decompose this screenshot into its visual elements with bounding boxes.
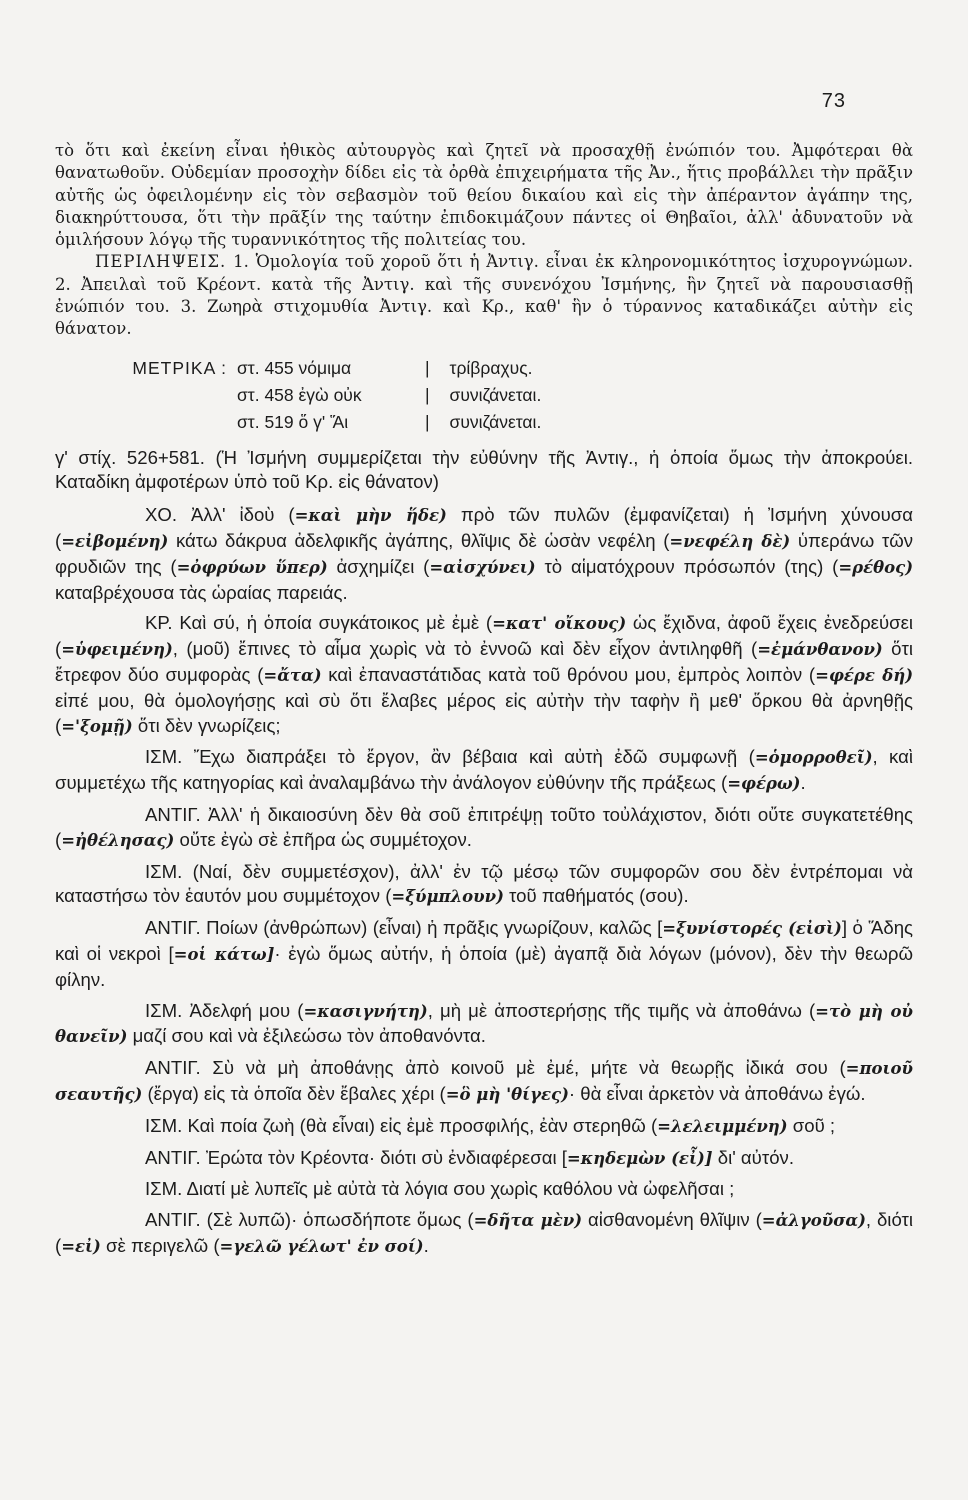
translation-text: . bbox=[423, 1234, 429, 1256]
dialogue-line bbox=[55, 446, 913, 496]
translation-text: τὸ αἱματόχρουν πρόσωπόν (της) ( bbox=[535, 555, 839, 577]
translation-text: ὅτι ἔτρεφον δύο συμφορὰς ( bbox=[55, 638, 913, 686]
dialogue-section bbox=[55, 446, 913, 1260]
dialogue-line bbox=[55, 1177, 913, 1202]
translation-text: οὔτε ἐγὼ σὲ ἐπῆρα ὡς συμμέτοχον. bbox=[174, 828, 472, 850]
ancient-gloss: =ὃ μὴ 'θίγες) bbox=[445, 1085, 569, 1104]
dialogue-line bbox=[55, 916, 913, 992]
metrics-verse: στ. 458 ἐγὼ οὐκ bbox=[237, 384, 362, 405]
translation-text: ὡς ἔχιδνα, ἀφοῦ ἔχεις ἐνεδρεύσει ( bbox=[55, 612, 914, 660]
translation-text: κάτω δάκρυα ἀδελφικῆς ἀγάπης, θλῖψις δὲ ὡσὰν νεφέλη ( bbox=[168, 530, 670, 552]
ancient-gloss: =ἐμάνθανον) bbox=[757, 640, 883, 660]
separator-bar: | bbox=[425, 411, 430, 432]
translation-text: Ἀδελφή μου ( bbox=[189, 999, 304, 1021]
translation-text: ὑπεράνω τῶν φρυδιῶν της ( bbox=[55, 530, 914, 577]
summaries-label: ΠΕΡΙΛΗΨΕΙΣ. bbox=[95, 252, 227, 272]
page-text bbox=[55, 140, 913, 1266]
speaker-label: ΧΟ. bbox=[145, 504, 178, 526]
metrics-verse: στ. 455 νόμιμα bbox=[237, 357, 352, 378]
dialogue-line bbox=[55, 860, 913, 911]
translation-text: Ἐρώτα τὸν Κρέοντα· διότι σὺ ἐνδιαφέρεσαι [ bbox=[205, 1146, 567, 1168]
metrics-note: συνιζάνεται. bbox=[449, 384, 542, 405]
dialogue-line bbox=[55, 1208, 913, 1260]
speaker-label: ΚΡ. bbox=[145, 612, 173, 634]
metrics-row bbox=[55, 355, 913, 382]
summaries-text: 1. Ὁμολογία τοῦ χοροῦ ὅτι ἡ Ἀντιγ. εἶναι ἐκ κληρονομικότητος ἰσχυρογνώμων. 2. Ἀπειλαὶ τοῦ Κρέοντ. κατὰ τῆς Ἀντιγ. καὶ τῆς συνενόχου Ἰσμήνης, ἣν ζητεῖ νὰ παρουσιασθῇ ἐνώπιόν του. 3. Ζωηρὰ στιχομυθία Ἀντιγ. καὶ Κρ., καθ' ἣν ὁ τύραννος καταδικάζει αὐτὴν εἰς θάνατον. bbox=[55, 252, 914, 339]
translation-text: μαζί σου καὶ νὰ ἐξιλεώσω τὸν ἀποθανόντα. bbox=[127, 1025, 486, 1047]
translation-text: αἰσθανομένη θλῖψιν ( bbox=[582, 1209, 762, 1231]
translation-text: . bbox=[800, 772, 806, 794]
intro-paragraph: τὸ ὅτι καὶ ἐκείνη εἶναι ἠθικὸς αὐτουργὸς καὶ ζητεῖ νὰ προσαχθῇ ἐνώπιόν του. Ἀμφότεραι θὰ θανατωθοῦν. Οὐδεμίαν προσοχὴν δίδει εἰς τὰ ὀρθὰ ἐπιχειρήματα τῆς Ἀν., ἥτις προβάλλει τὴν πρᾶξιν αὐτῆς ὡς ὀφειλομένην εἰς τὸν σεβασμὸν τοῦ θείου δικαίου καὶ εἰς τὴν ἀπέραντον ἀγάπην της, διακηρύττουσα, ὅτι τὴν πρᾶξίν της ταύτην ἐπιδοκιμάζουν πάντες οἱ Θηβαῖοι, ἀλλ' ἀδυνατοῦν νὰ ὁμιλήσουν λόγῳ τῆς τυραννικότητος τῆς πολιτείας του. bbox=[55, 141, 913, 250]
ancient-gloss: =γελῶ γέλωτ' ἐν σοί) bbox=[219, 1236, 424, 1256]
dialogue-line bbox=[55, 1056, 913, 1108]
ancient-gloss: =ρέθος) bbox=[838, 557, 914, 577]
ancient-gloss: =κασιγνήτη) bbox=[303, 1001, 428, 1021]
ancient-gloss: =ξύμπλουν) bbox=[391, 887, 504, 907]
ancient-gloss: =καὶ μὴν ἥδε) bbox=[294, 506, 447, 526]
speaker-label: ΑΝΤΙΓ. bbox=[145, 1209, 201, 1231]
metrics-row bbox=[55, 382, 913, 409]
dialogue-line bbox=[55, 611, 913, 739]
intro-section bbox=[55, 140, 913, 251]
translation-text: δι' αὐτόν. bbox=[712, 1146, 794, 1168]
metrics-note: συνιζάνεται. bbox=[449, 411, 542, 432]
page-number: 73 bbox=[821, 90, 846, 112]
speaker-label: ΑΝΤΙΓ. bbox=[145, 804, 201, 826]
metrics-row bbox=[55, 409, 913, 436]
translation-text: σοῦ ; bbox=[787, 1114, 836, 1136]
translation-text: , μὴ μὲ ἀποστερήσῃς τῆς τιμῆς νὰ ἀποθάνω ( bbox=[427, 999, 816, 1021]
ancient-gloss: =αἰσχύνει) bbox=[429, 557, 536, 577]
dialogue-line bbox=[55, 1146, 913, 1172]
ancient-gloss: =κηδεμὼν (εἶ)] bbox=[566, 1148, 713, 1168]
metrics-label-spacer bbox=[55, 409, 237, 436]
translation-text: (Ναί, δὲν συμμετέσχον), ἀλλ' ἐν τῷ μέσῳ τῶν συμφορῶν σου δὲν ἐντρέπομαι νὰ καταστήσω τὸν ἑαυτόν μου συμμέτοχον ( bbox=[55, 860, 913, 907]
metrics-note: τρίβραχυς. bbox=[449, 357, 533, 378]
ancient-gloss: =κατ' οἴκους) bbox=[492, 614, 627, 634]
translation-text: · θὰ εἶναι ἀρκετὸν νὰ ἀποθάνω ἐγώ. bbox=[568, 1083, 866, 1104]
ancient-gloss: =ἄτα) bbox=[263, 666, 322, 686]
speaker-label: ΑΝΤΙΓ. bbox=[145, 1057, 201, 1079]
translation-text: τοῦ παθήματός (σου). bbox=[503, 885, 689, 907]
translation-text: πρὸ τῶν πυλῶν (ἐμφανίζεται) ἡ Ἰσμήνη χύνουσα ( bbox=[55, 504, 913, 552]
ancient-gloss: =φέρε δή) bbox=[815, 666, 914, 686]
translation-text: Καὶ ποία ζωὴ (θὰ εἶναι) εἰς ἐμὲ προσφιλής, ἐὰν στερηθῶ ( bbox=[187, 1114, 658, 1136]
translation-text: Ἔχω διαπράξει τὸ ἔργον, ἂν βέβαια καὶ αὐτὴ ἐδῶ συμφωνῇ ( bbox=[193, 746, 755, 768]
translation-text: Σὺ νὰ μὴ ἀποθάνῃς ἀπὸ κοινοῦ μὲ ἐμέ, μήτε νὰ θεωρῇς ἰδικά σου ( bbox=[212, 1057, 846, 1079]
translation-text: , (μοῦ) ἔπινες τὸ αἷμα χωρὶς νὰ τὸ ἐννοῶ καὶ δὲν εἶχον ἀντιληφθῆ ( bbox=[172, 638, 758, 660]
speaker-label: ΙΣΜ. bbox=[145, 860, 183, 882]
translation-text: (ἔργα) εἰς τὰ ὁποῖα δὲν ἔβαλες χέρι ( bbox=[142, 1083, 446, 1104]
translation-text: εἰπέ μου, θὰ ὁμολογήσῃς καὶ σὺ ὅτι ἔλαβες μέρος εἰς αὐτὴν τὴν ταφὴν ἢ μεθ' ὅρκου θὰ ἀρνηθῇς ( bbox=[55, 689, 913, 736]
speaker-label: ΑΝΤΙΓ. bbox=[145, 1146, 201, 1168]
dialogue-line bbox=[55, 999, 913, 1051]
translation-text: ὅτι δὲν γνωρίζεις; bbox=[132, 714, 281, 736]
ancient-gloss: =φέρω) bbox=[727, 774, 801, 794]
dialogue-line bbox=[55, 503, 913, 605]
dialogue-line bbox=[55, 745, 913, 797]
speaker-label: ΙΣΜ. bbox=[145, 999, 183, 1021]
metrics-label: ΜΕΤΡΙΚΑ : bbox=[132, 357, 227, 378]
metrics-section bbox=[55, 355, 913, 436]
ancient-gloss: =οἱ κάτω] bbox=[173, 945, 275, 965]
translation-text: καὶ ἐπαναστάτιδας κατὰ τοῦ θρόνου μου, ἐμπρὸς λοιπὸν ( bbox=[321, 664, 816, 686]
translation-text: Ἀλλ' ἰδοὺ ( bbox=[190, 504, 295, 526]
translation-text: Διατί μὲ λυπεῖς μὲ αὐτὰ τὰ λόγια σου χωρὶς καθόλου νὰ ὠφελῆσαι ; bbox=[186, 1178, 735, 1200]
metrics-label-spacer bbox=[55, 382, 237, 409]
ancient-gloss: =ὀφρύων ὕπερ) bbox=[176, 557, 328, 577]
separator-bar: | bbox=[425, 357, 430, 378]
translation-text: (Σὲ λυπῶ)· ὁπωσδήποτε ὅμως ( bbox=[206, 1209, 474, 1231]
translation-text: καταβρέχουσα τὰς ὡραίας παρειάς. bbox=[55, 581, 348, 603]
ancient-gloss: =τὸ μὴ οὐ θανεῖν) bbox=[55, 1001, 913, 1047]
ancient-gloss: =εἰ) bbox=[61, 1236, 101, 1256]
ancient-gloss: =ἀλγοῦσα) bbox=[761, 1211, 866, 1231]
ancient-gloss: =εἰβομένη) bbox=[61, 532, 169, 552]
ancient-gloss: =ξυνίστορές (εἰσὶ) bbox=[662, 919, 842, 939]
ancient-gloss: =ποιοῦ σεαυτῆς) bbox=[55, 1059, 913, 1104]
ancient-gloss: =ὑφειμένη) bbox=[61, 640, 173, 660]
speaker-label: ΑΝΤΙΓ. bbox=[145, 917, 201, 939]
ancient-gloss: =δῆτα μὲν) bbox=[473, 1211, 583, 1231]
translation-text: ἀσχημίζει ( bbox=[327, 555, 430, 577]
translation-text: Ἀλλ' ἡ δικαιοσύνη δὲν θὰ σοῦ ἐπιτρέψῃ τοῦτο τοὐλάχιστον, διότι οὔτε συγκατετέθης ( bbox=[55, 804, 913, 850]
speaker-label: ΙΣΜ. bbox=[145, 1178, 183, 1200]
translation-text: Καὶ σύ, ἡ ὁποία συγκάτοικος μὲ ἐμὲ ( bbox=[179, 612, 493, 634]
translation-text: Ποίων (ἀνθρώπων) (εἶναι) ἡ πρᾶξις γνωρίζουν, καλῶς [ bbox=[206, 917, 663, 939]
translation-text: γ' στίχ. 526+581. (Ἡ Ἰσμήνη συμμερίζεται τὴν εὐθύνην τῆς Ἀντιγ., ἡ ὁποία ὅμως τὴν ἀποκρούει. Καταδίκη ἀμφοτέρων ὑπὸ τοῦ Κρ. εἰς θάνατον) bbox=[55, 446, 913, 493]
translation-text: , καὶ συμμετέχω τῆς κατηγορίας καὶ ἀναλαμβάνω τὴν ἀνάλογον εὐθύνην τῆς πράξεως ( bbox=[55, 746, 913, 794]
ancient-gloss: ='ξομῇ) bbox=[61, 716, 133, 736]
dialogue-line bbox=[55, 803, 913, 854]
summaries-paragraph bbox=[55, 251, 913, 340]
translation-text: ] ὁ Ἅδης καὶ οἱ νεκροὶ [ bbox=[55, 917, 914, 965]
speaker-label: ΙΣΜ. bbox=[145, 1114, 183, 1136]
dialogue-line bbox=[55, 1114, 913, 1140]
translation-text: , διότι ( bbox=[55, 1209, 913, 1256]
ancient-gloss: =ἠθέλησας) bbox=[61, 830, 175, 850]
ancient-gloss: =λελειμμένη) bbox=[657, 1116, 788, 1136]
speaker-label: ΙΣΜ. bbox=[145, 746, 183, 768]
metrics-verse: στ. 519 ὅ γ' Ἅι bbox=[237, 411, 349, 432]
translation-text: σὲ περιγελῶ ( bbox=[100, 1234, 220, 1256]
ancient-gloss: =νεφέλη δὲ) bbox=[669, 532, 791, 552]
separator-bar: | bbox=[425, 384, 430, 405]
translation-text: · ἐγὼ ὅμως αὐτήν, ἡ ὁποία (μὲ) ἀγαπᾷ διὰ λόγων (μόνον), δὲν τὴν θεωρῶ φίλην. bbox=[55, 943, 913, 990]
ancient-gloss: =ὁμορροθεῖ) bbox=[754, 748, 873, 768]
